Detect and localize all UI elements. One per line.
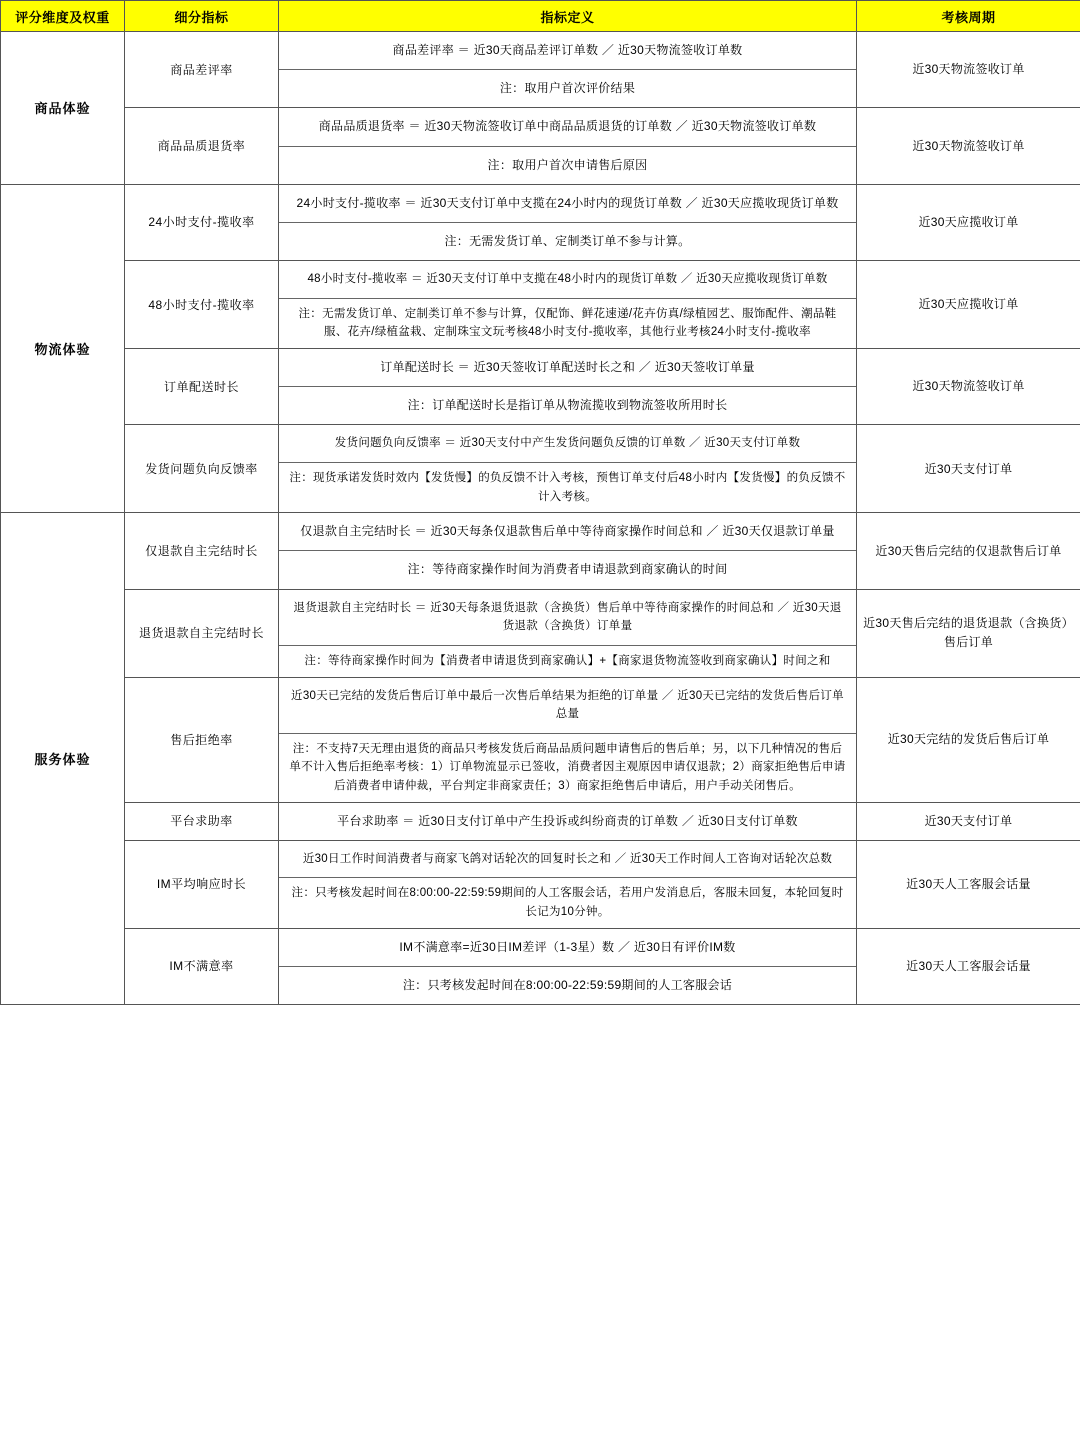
metric-formula: 商品差评率 ＝ 近30天商品差评订单数 ／ 近30天物流签收订单数 [392,43,743,57]
assessment-period-cell: 近30天支付订单 [857,425,1080,513]
metric-formula: 平台求助率 ＝ 近30日支付订单中产生投诉或纠纷商责的订单数 ／ 近30日支付订单数 [337,813,798,828]
dimension-cell: 服务体验 [1,513,125,1005]
metric-name-cell: 订单配送时长 [125,349,279,425]
table-row [1,108,1080,184]
metric-note: 注：只考核发起时间在8:00:00-22:59:59期间的人工客服会话 [279,966,856,1004]
dimension-cell: 物流体验 [1,184,125,513]
metric-note: 注：不支持7天无理由退货的商品只考核发货后商品品质问题申请售后的售后单；另，以下几种情况的售后单不计入售后拒绝率考核：1）订单物流显示已签收，消费者因主观原因申请仅退款；2）商家拒绝售后申请后消费者申请仲裁，平台判定非商家责任；3）商家拒绝售后申请后，用户手动关闭售后。 [279,733,856,802]
assessment-period-cell: 近30天应揽收订单 [857,261,1080,349]
metric-name-cell: 售后拒绝率 [125,677,279,802]
metric-formula: 仅退款自主完结时长 ＝ 近30天每条仅退款售后单中等待商家操作时间总和 ／ 近30天仅退款订单量 [300,524,835,539]
metric-formula: 退货退款自主完结时长 ＝ 近30天每条退货退款（含换货）售后单中等待商家操作的时间总和 ／ 近30天退货退款（含换货）订单量 [293,601,842,633]
table-row [1,802,1080,840]
metric-note: 注：订单配送时长是指订单从物流揽收到物流签收所用时长 [279,386,856,424]
assessment-period-cell: 近30天支付订单 [857,802,1080,840]
table-row [1,513,1080,589]
assessment-period-cell: 近30天完结的发货后售后订单 [857,677,1080,802]
assessment-period-cell: 近30天人工客服会话量 [857,928,1080,1004]
definition-cell [279,184,857,260]
metric-note: 注：无需发货订单、定制类订单不参与计算。 [279,222,856,260]
table-row [1,928,1080,1004]
definition-cell [279,928,857,1004]
metric-name-cell: 商品差评率 [125,32,279,108]
metric-formula: 24小时支付-揽收率 ＝ 近30天支付订单中支揽在24小时内的现货订单数 ／ 近30天应揽收现货订单数 [296,195,839,210]
metric-formula: IM不满意率=近30日IM差评（1-3星）数 ／ 近30日有评价IM数 [399,939,736,954]
definition-cell [279,349,857,425]
definition-cell [279,513,857,589]
table-row [1,184,1080,260]
metric-note: 注：无需发货订单、定制类订单不参与计算，仅配饰、鲜花速递/花卉仿真/绿植园艺、服饰配件、潮品鞋服、花卉/绿植盆栽、定制珠宝文玩考核48小时支付-揽收率，其他行业考核24小时支付-揽收率 [279,298,856,348]
metric-formula: 商品品质退货率 ＝ 近30天物流签收订单中商品品质退货的订单数 ／ 近30天物流签收订单数 [318,119,817,134]
assessment-period-cell: 近30天应揽收订单 [857,184,1080,260]
assessment-period-cell: 近30天物流签收订单 [857,32,1080,108]
metric-name-cell: 退货退款自主完结时长 [125,589,279,677]
metric-name-cell: 商品品质退货率 [125,108,279,184]
metric-name-cell: 发货问题负向反馈率 [125,425,279,513]
definition-cell [279,32,857,108]
metric-name-cell: IM不满意率 [125,928,279,1004]
assessment-period-cell: 近30天物流签收订单 [857,349,1080,425]
metric-formula: 48小时支付-揽收率 ＝ 近30天支付订单中支揽在48小时内的现货订单数 ／ 近30天应揽收现货订单数 [307,273,828,286]
definition-cell [279,589,857,677]
metric-formula: 近30天已完结的发货后售后订单中最后一次售后单结果为拒绝的订单量 ／ 近30天已完结的发货后售后订单总量 [291,689,844,721]
definition-cell [279,261,857,349]
metric-formula: 订单配送时长 ＝ 近30天签收订单配送时长之和 ／ 近30天签收订单量 [380,360,755,374]
table-row [1,349,1080,425]
column-header-dimension: 评分维度及权重 [1,1,125,32]
metric-name-cell: 平台求助率 [125,802,279,840]
column-header-definition: 指标定义 [279,1,857,32]
table-row [1,840,1080,928]
table-row [1,677,1080,802]
definition-cell [279,108,857,184]
metric-note: 注：等待商家操作时间为消费者申请退款到商家确认的时间 [279,550,856,588]
metric-note: 注：等待商家操作时间为【消费者申请退货到商家确认】+【商家退货物流签收到商家确认】时间之和 [279,645,856,677]
metric-name-cell: 24小时支付-揽收率 [125,184,279,260]
metric-formula: 发货问题负向反馈率 ＝ 近30天支付中产生发货问题负反馈的订单数 ／ 近30天支付订单数 [334,437,801,450]
metric-note: 注：现货承诺发货时效内【发货慢】的负反馈不计入考核，预售订单支付后48小时内【发货慢】的负反馈不计入考核。 [279,462,856,512]
column-header-metric: 细分指标 [125,1,279,32]
assessment-period-cell: 近30天售后完结的仅退款售后订单 [857,513,1080,589]
metric-name-cell: 仅退款自主完结时长 [125,513,279,589]
table-row [1,425,1080,513]
metric-name-cell: IM平均响应时长 [125,840,279,928]
assessment-period-cell: 近30天物流签收订单 [857,108,1080,184]
metric-note: 注：取用户首次评价结果 [279,69,856,107]
dimension-cell: 商品体验 [1,32,125,185]
column-header-period: 考核周期 [857,1,1080,32]
table-row [1,589,1080,677]
table-row [1,32,1080,108]
definition-cell [279,677,857,802]
table-header-row [1,1,1080,32]
definition-cell [279,840,857,928]
definition-cell [279,802,857,840]
assessment-period-cell: 近30天售后完结的退货退款（含换货）售后订单 [857,589,1080,677]
assessment-period-cell: 近30天人工客服会话量 [857,840,1080,928]
metric-name-cell: 48小时支付-揽收率 [125,261,279,349]
metric-note: 注：只考核发起时间在8:00:00-22:59:59期间的人工客服会话，若用户发消息后，客服未回复，本轮回复时长记为10分钟。 [279,877,856,927]
table-body [1,32,1080,1005]
definition-cell [279,425,857,513]
metric-note: 注：取用户首次申请售后原因 [279,146,856,184]
table-row [1,261,1080,349]
metric-formula: 近30日工作时间消费者与商家飞鸽对话轮次的回复时长之和 ／ 近30天工作时间人工咨询对话轮次总数 [302,852,833,865]
